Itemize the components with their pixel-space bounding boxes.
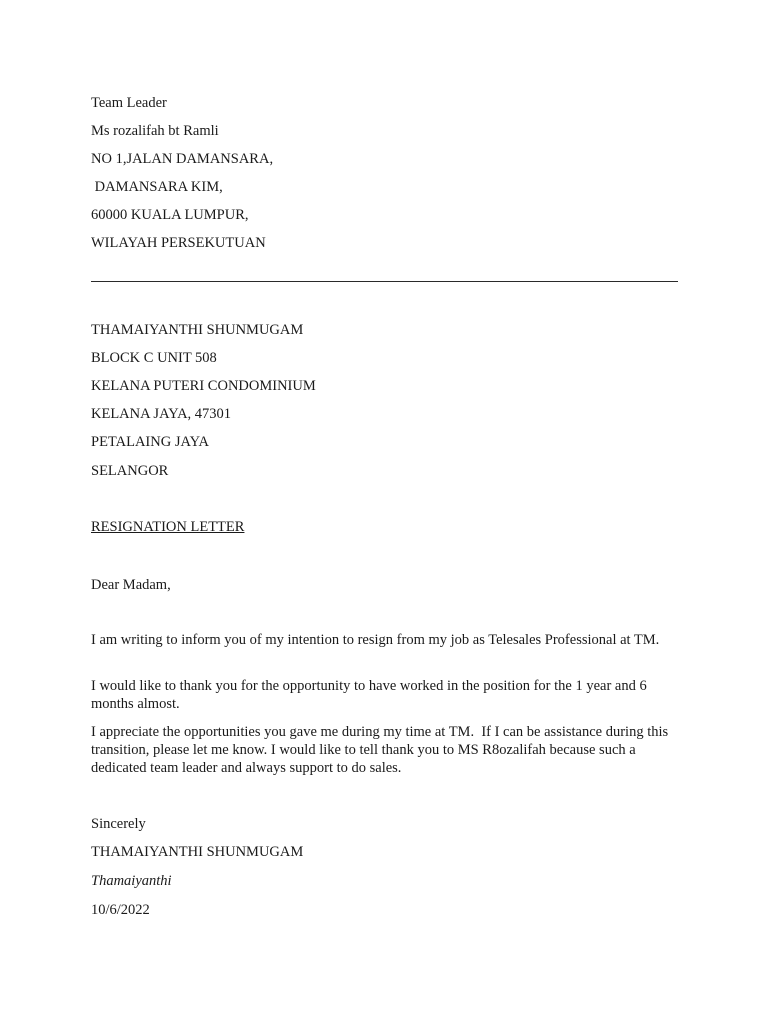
body-paragraph: I would like to thank you for the opportunity to have worked in the position for the 1 year and 6 months almost. (91, 678, 647, 712)
valediction: Sincerely (91, 816, 146, 832)
sender-address-line: KELANA JAYA, 47301 (91, 406, 232, 422)
sender-name: THAMAIYANTHI SHUNMUGAM (91, 322, 304, 338)
recipient-name: Ms rozalifah bt Ramli (91, 123, 219, 139)
sender-address-line: SELANGOR (91, 463, 169, 479)
recipient-title: Team Leader (91, 95, 167, 111)
body-paragraph: I appreciate the opportunities you gave me during my time at TM. If I can be assistance during this transition, please let me know. I would like to tell thank you to MS R8ozalifah because such a dedicated team leader and always support to do sales. (91, 724, 672, 776)
sender-address-line: BLOCK C UNIT 508 (91, 350, 217, 366)
recipient-address-line: 60000 KUALA LUMPUR, (91, 207, 249, 223)
subject-heading: RESIGNATION LETTER (91, 519, 245, 535)
signature: Thamaiyanthi (91, 873, 172, 889)
letter-date: 10/6/2022 (91, 902, 150, 918)
salutation: Dear Madam, (91, 577, 171, 593)
sender-address-line: KELANA PUTERI CONDOMINIUM (91, 378, 316, 394)
sender-address-line: PETALAING JAYA (91, 434, 209, 450)
recipient-address-line: NO 1,JALAN DAMANSARA, (91, 151, 274, 167)
recipient-address-line: WILAYAH PERSEKUTUAN (91, 235, 266, 251)
separator-line (91, 281, 678, 282)
closing-name: THAMAIYANTHI SHUNMUGAM (91, 844, 304, 860)
recipient-address-line: DAMANSARA KIM, (91, 179, 223, 195)
body-paragraph: I am writing to inform you of my intention to resign from my job as Telesales Professional at TM. (91, 632, 660, 648)
